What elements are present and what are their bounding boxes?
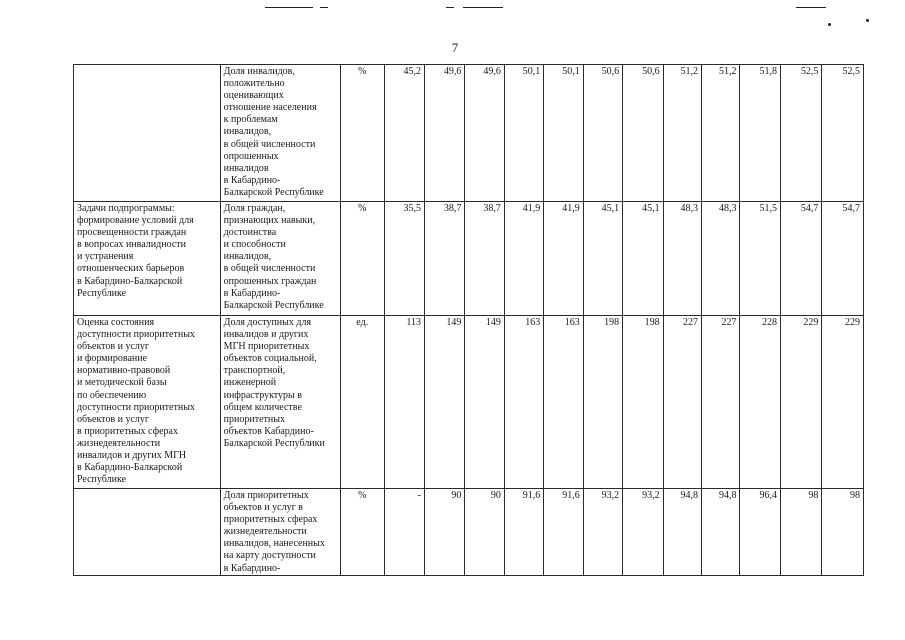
- value-cell: 198: [623, 316, 663, 489]
- scan-artifact: [446, 7, 454, 8]
- value-cell: 45,1: [623, 202, 663, 316]
- value-cell: 48,3: [663, 202, 701, 316]
- value-cell: 98: [780, 489, 821, 576]
- value-cell: 227: [702, 316, 740, 489]
- unit-cell: %: [341, 489, 384, 576]
- value-cell: 51,5: [740, 202, 780, 316]
- table-row: [74, 202, 864, 316]
- scan-artifact: [866, 19, 869, 22]
- value-cell: 51,8: [740, 65, 780, 202]
- table-row: [74, 489, 864, 576]
- value-cell: 51,2: [663, 65, 701, 202]
- value-cell: 48,3: [702, 202, 740, 316]
- value-cell: 49,6: [465, 65, 504, 202]
- value-cell: 38,7: [424, 202, 464, 316]
- value-cell: -: [384, 489, 424, 576]
- value-cell: 91,6: [504, 489, 543, 576]
- value-cell: 52,5: [780, 65, 821, 202]
- value-cell: 229: [780, 316, 821, 489]
- value-cell: 98: [822, 489, 864, 576]
- value-cell: 54,7: [822, 202, 864, 316]
- value-cell: 45,2: [384, 65, 424, 202]
- scan-artifact: [463, 7, 503, 8]
- value-cell: 149: [424, 316, 464, 489]
- value-cell: 94,8: [702, 489, 740, 576]
- value-cell: 90: [465, 489, 504, 576]
- value-cell: 41,9: [544, 202, 583, 316]
- value-cell: 227: [663, 316, 701, 489]
- indicator-cell: Доля доступных для инвалидов и других МГН приоритетных объектов социальной, транспортной, инженерной инфраструктуры в общем количестве приоритетных объектов Кабардино- Балкарской Республики: [220, 316, 340, 489]
- value-cell: 198: [583, 316, 622, 489]
- unit-cell: ед.: [341, 316, 384, 489]
- value-cell: 91,6: [544, 489, 583, 576]
- value-cell: 113: [384, 316, 424, 489]
- value-cell: 149: [465, 316, 504, 489]
- scan-artifact: [828, 23, 831, 26]
- value-cell: 90: [424, 489, 464, 576]
- value-cell: 50,6: [583, 65, 622, 202]
- indicator-cell: Доля инвалидов, положительно оценивающих отношение населения к проблемам инвалидов, в общей численности опрошенных инвалидов в Кабардино- Балкарской Республике: [220, 65, 340, 202]
- indicators-table: [73, 64, 864, 576]
- value-cell: 35,5: [384, 202, 424, 316]
- value-cell: 229: [822, 316, 864, 489]
- value-cell: 51,2: [702, 65, 740, 202]
- value-cell: 228: [740, 316, 780, 489]
- value-cell: 50,1: [544, 65, 583, 202]
- value-cell: 163: [544, 316, 583, 489]
- value-cell: 50,6: [623, 65, 663, 202]
- value-cell: 94,8: [663, 489, 701, 576]
- task-cell: [74, 65, 221, 202]
- value-cell: 49,6: [424, 65, 464, 202]
- task-cell: Оценка состояния доступности приоритетных объектов и услуг и формирование нормативно-правовой и методической базы по обеспечению доступности приоритетных объектов и услуг в приоритетных сферах жизнедеятельности инвалидов и других МГН в Кабардино-Балкарской Республике: [74, 316, 221, 489]
- table-row: [74, 316, 864, 489]
- value-cell: 163: [504, 316, 543, 489]
- value-cell: 38,7: [465, 202, 504, 316]
- scan-artifact: [320, 7, 328, 8]
- value-cell: 52,5: [822, 65, 864, 202]
- value-cell: 41,9: [504, 202, 543, 316]
- scan-artifact: [796, 7, 826, 8]
- value-cell: 93,2: [583, 489, 622, 576]
- value-cell: 93,2: [623, 489, 663, 576]
- indicator-cell: Доля граждан, признающих навыки, достоинства и способности инвалидов, в общей численности опрошенных граждан в Кабардино- Балкарской Республике: [220, 202, 340, 316]
- task-cell: [74, 489, 221, 576]
- table-row: [74, 65, 864, 202]
- task-cell: Задачи подпрограммы: формирование условий для просвещенности граждан в вопросах инвалидности и устранения отношенческих барьеров в Кабардино-Балкарской Республике: [74, 202, 221, 316]
- value-cell: 45,1: [583, 202, 622, 316]
- value-cell: 96,4: [740, 489, 780, 576]
- value-cell: 54,7: [780, 202, 821, 316]
- indicator-cell: Доля приоритетных объектов и услуг в приоритетных сферах жизнедеятельности инвалидов, нанесенных на карту доступности в Кабардино-: [220, 489, 340, 576]
- unit-cell: %: [341, 202, 384, 316]
- page-number: 7: [451, 40, 459, 55]
- value-cell: 50,1: [504, 65, 543, 202]
- unit-cell: %: [341, 65, 384, 202]
- scan-artifact: [265, 7, 313, 8]
